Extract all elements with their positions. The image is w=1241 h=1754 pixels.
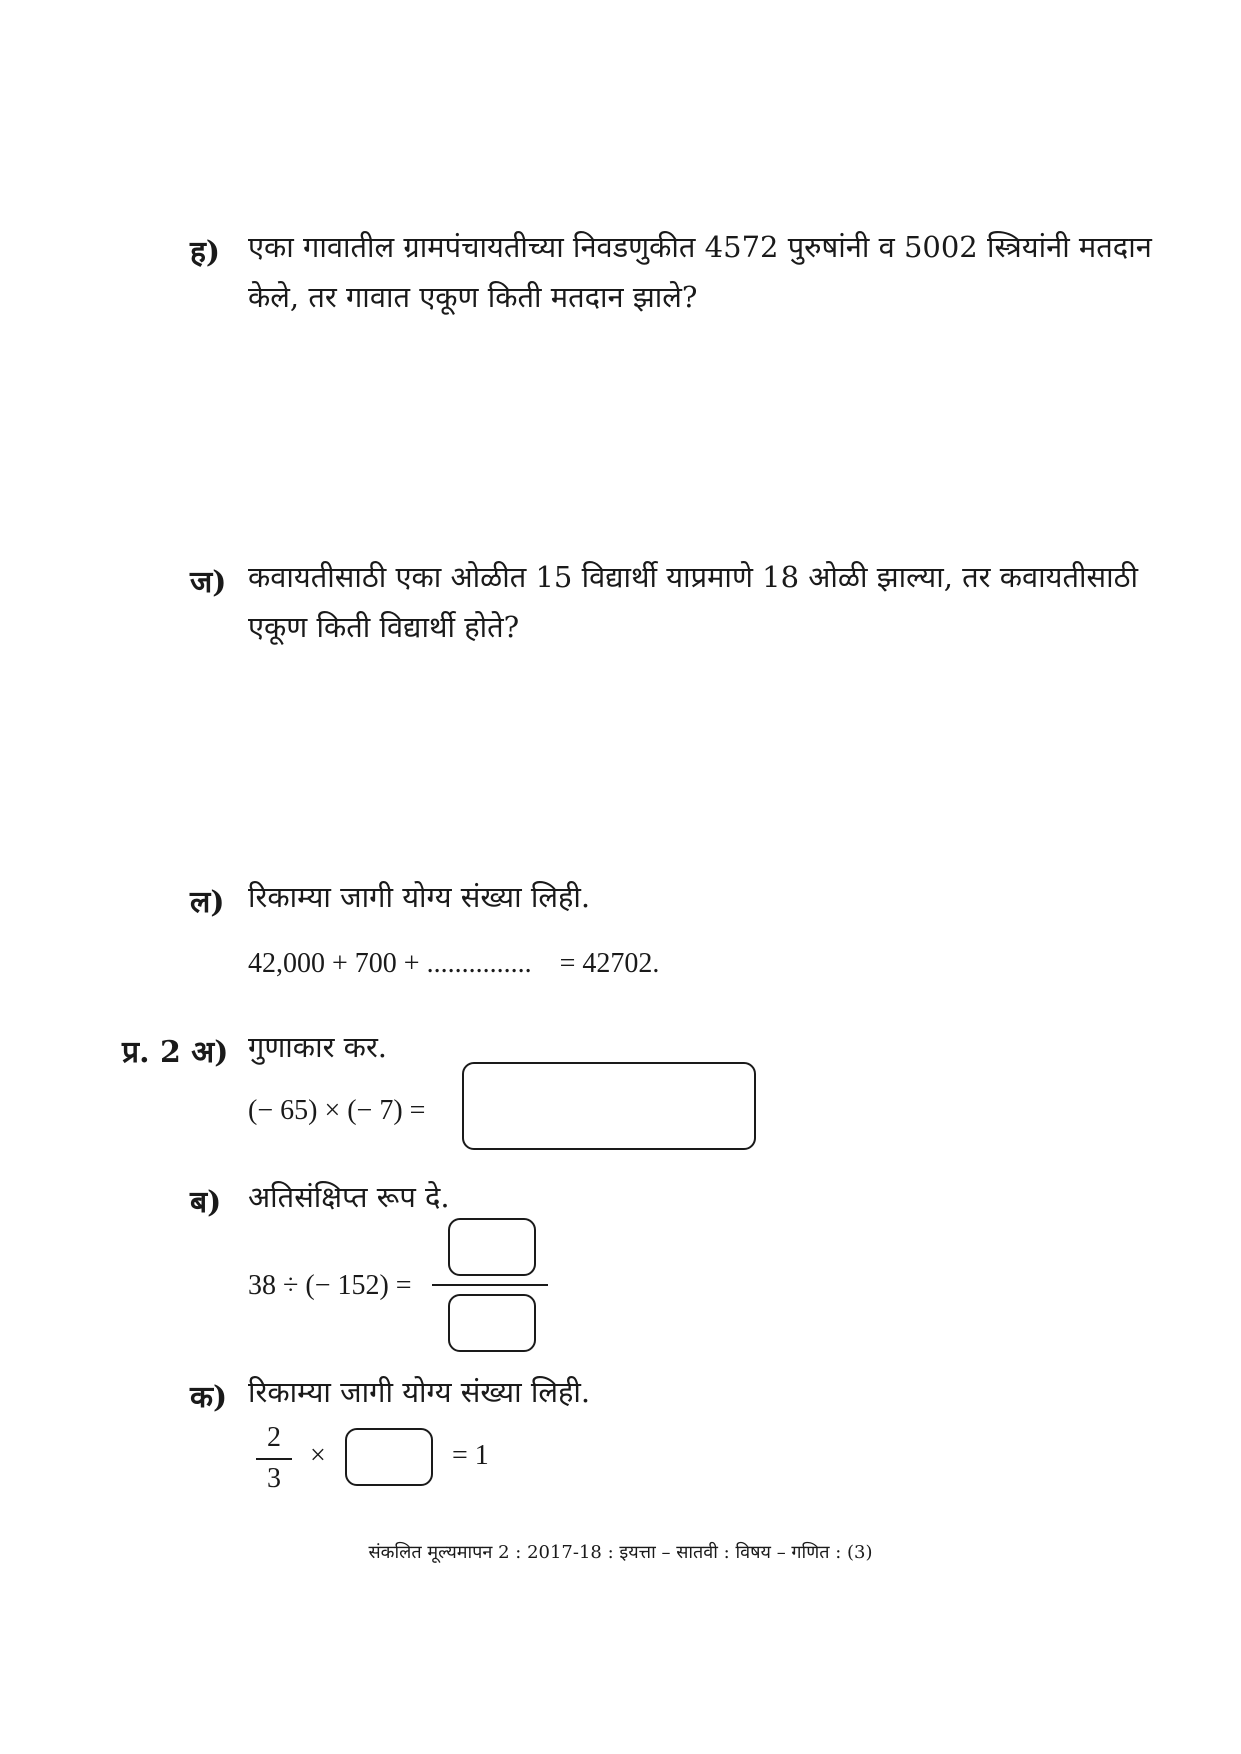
question-label-2a: प्र. 2 अ) — [122, 1035, 229, 1070]
question-h-line2: केले, तर गावात एकूण किती मतदान झाले? — [248, 280, 698, 314]
question-l-expression-left: 42,000 + 700 + ............... — [248, 948, 532, 979]
question-label-h: ह) — [190, 235, 221, 270]
fraction-numerator-k: 2 — [267, 1422, 281, 1453]
question-j-line2: एकूण किती विद्यार्थी होते? — [248, 610, 520, 644]
question-label-l: ल) — [190, 885, 225, 920]
times-sign-k: × — [310, 1440, 326, 1471]
question-k-text: रिकाम्या जागी योग्य संख्या लिही. — [248, 1375, 591, 1409]
question-2a-text: गुणाकार कर. — [248, 1030, 388, 1064]
question-label-b: ब) — [190, 1185, 222, 1220]
answer-box-2a[interactable] — [462, 1062, 756, 1150]
question-j-text — [248, 552, 1148, 652]
denominator-box-b[interactable] — [448, 1294, 536, 1352]
question-2a-expression: (− 65) × (− 7) = — [248, 1095, 426, 1126]
question-h-line1: एका गावातील ग्रामपंचायतीच्या निवडणुकीत 4572 पुरुषांनी व 5002 स्त्रियांनी मतदान — [248, 230, 1152, 264]
question-label-j: ज) — [190, 565, 227, 600]
fraction-bar-k — [256, 1458, 292, 1460]
answer-box-k[interactable] — [345, 1428, 433, 1486]
numerator-box-b[interactable] — [448, 1218, 536, 1276]
question-j-line1: कवायतीसाठी एका ओळीत 15 विद्यार्थी याप्रमाणे 18 ओळी झाल्या, तर कवायतीसाठी — [248, 560, 1138, 594]
fraction-bar-b — [432, 1284, 548, 1286]
question-l-expression — [248, 948, 659, 980]
question-b-expression: 38 ÷ (− 152) = — [248, 1270, 412, 1301]
page-footer: संकलित मूल्यमापन 2 : 2017-18 : इयत्ता – सातवी : विषय – गणित : (3) — [368, 1542, 873, 1563]
question-l-expression-right: = 42702. — [559, 948, 660, 979]
equals-one-k: = 1 — [452, 1440, 489, 1471]
question-l-text: रिकाम्या जागी योग्य संख्या लिही. — [248, 880, 591, 914]
question-b-text: अतिसंक्षिप्त रूप दे. — [248, 1180, 450, 1214]
question-label-k: क) — [190, 1380, 228, 1415]
fraction-denominator-k: 3 — [267, 1463, 281, 1494]
question-h-text — [248, 222, 1152, 322]
